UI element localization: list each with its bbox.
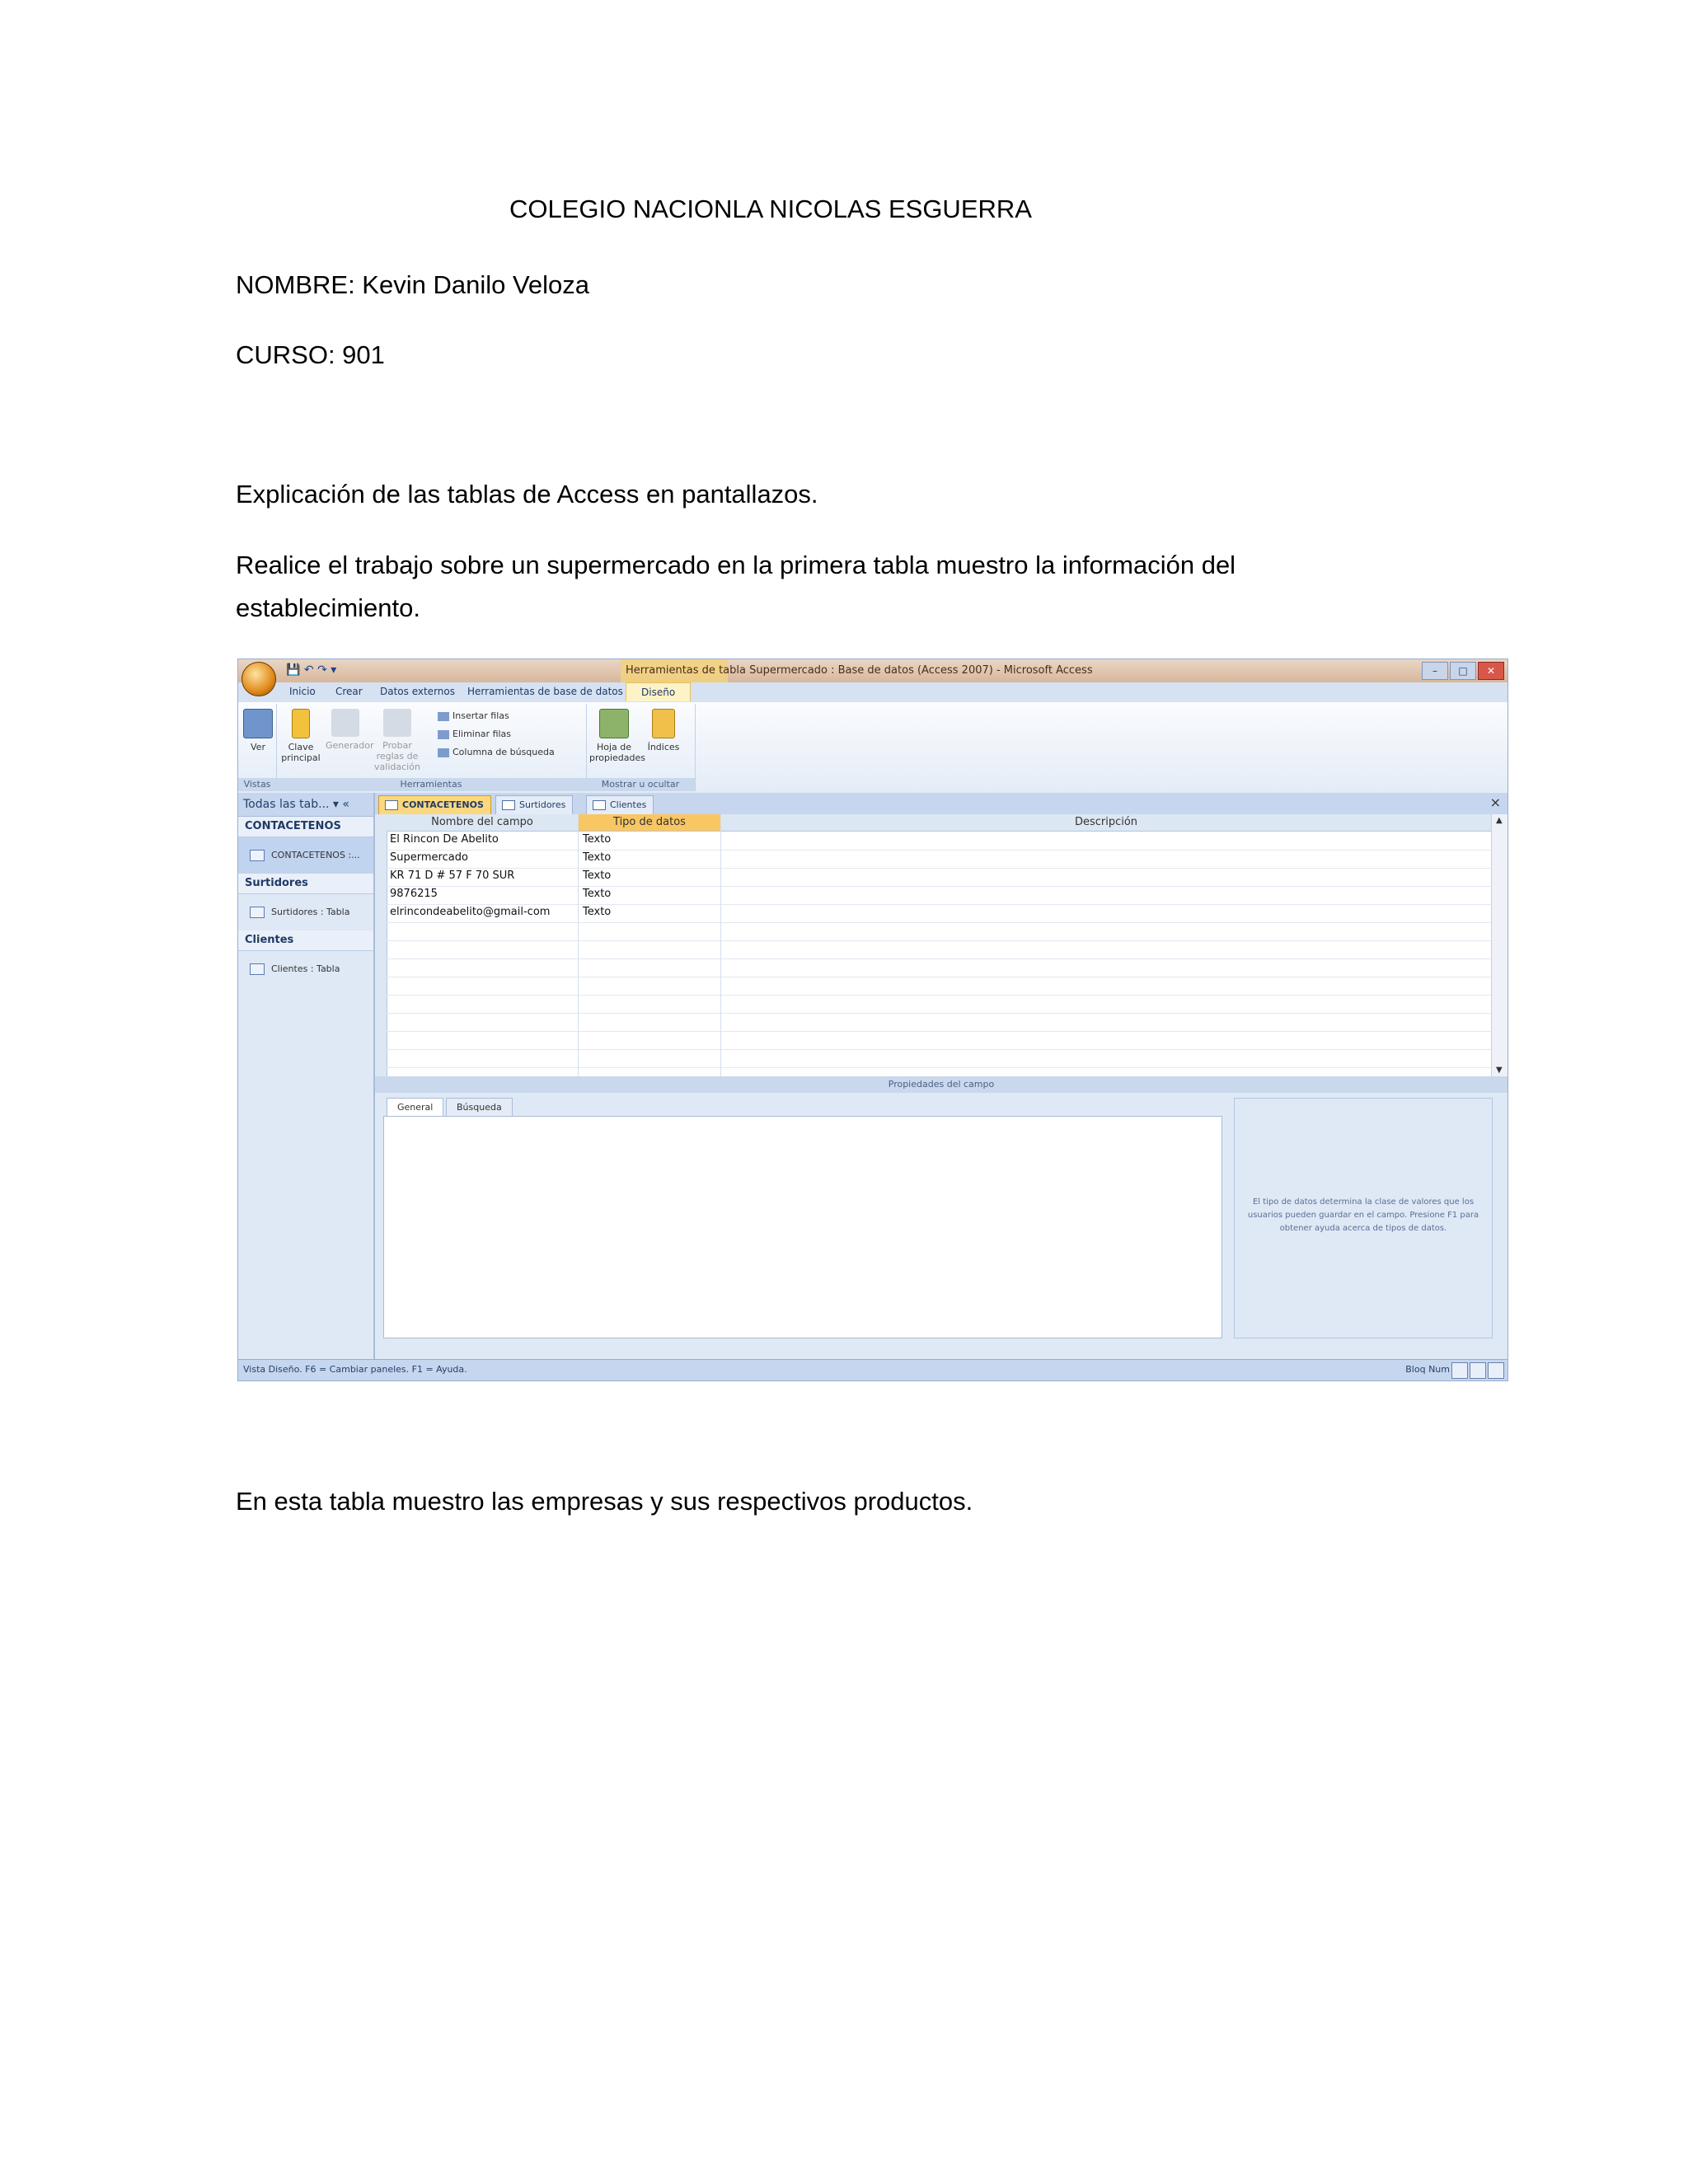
table-row[interactable]	[387, 868, 1491, 887]
column-divider	[578, 814, 579, 1076]
builder-icon	[331, 709, 359, 737]
status-numlock: Bloq Num	[1405, 1364, 1450, 1375]
columna-label: Columna de búsqueda	[452, 747, 555, 757]
eliminar-filas-button[interactable]	[438, 729, 511, 739]
nav-header-label: Todas las tab...	[243, 798, 330, 811]
tab-general[interactable]: General	[387, 1098, 443, 1118]
datasheet-view-icon[interactable]	[1451, 1362, 1468, 1379]
doc-tab-contacetenos[interactable]	[378, 795, 491, 814]
table-row[interactable]	[387, 832, 1491, 851]
hoja-label: Hoja de propiedades	[589, 742, 646, 763]
nav-group-contacetenos[interactable]: CONTACETENOS	[238, 817, 373, 837]
insert-rows-icon	[438, 712, 449, 721]
generador-button[interactable]	[326, 709, 374, 751]
data-type-cell[interactable]: Texto	[583, 833, 612, 846]
maximize-button[interactable]: □	[1450, 662, 1476, 680]
table-icon	[385, 800, 398, 810]
table-row[interactable]	[387, 958, 1491, 977]
group-vistas	[238, 704, 277, 791]
doc-tab-label: CONTACETENOS	[402, 799, 484, 810]
tab-herramientas-bd[interactable]: Herramientas de base de datos	[467, 686, 623, 697]
table-row[interactable]	[387, 1013, 1491, 1032]
course-line: CURSO: 901	[236, 340, 385, 369]
header-nombre-campo: Nombre del campo	[387, 814, 578, 832]
row-selector-column	[375, 814, 387, 1076]
ver-label: Ver	[251, 742, 265, 752]
tab-datos-externos[interactable]: Datos externos	[380, 686, 455, 697]
column-divider	[720, 814, 721, 1076]
hoja-propiedades-button[interactable]	[589, 709, 646, 763]
key-icon	[292, 709, 310, 738]
tab-inicio[interactable]: Inicio	[289, 686, 316, 697]
header-descripcion: Descripción	[721, 814, 1491, 832]
validate-icon	[383, 709, 411, 737]
help-text: El tipo de datos determina la clase de valores que los usuarios pueden guardar en el campo. Presione F1 para obtener ayuda acerca de tipos de datos.	[1247, 1197, 1479, 1233]
group-label-vistas: Vistas	[238, 778, 276, 791]
header-tipo-datos: Tipo de datos	[579, 814, 720, 832]
scroll-up-icon[interactable]: ▲	[1496, 816, 1503, 825]
nav-group-clientes[interactable]: Clientes	[238, 930, 373, 951]
window-title: Herramientas de tabla Supermercado : Base de datos (Access 2007) - Microsoft Access	[626, 664, 1093, 677]
table-row[interactable]	[387, 886, 1491, 905]
insertar-label: Insertar filas	[452, 710, 509, 721]
ver-button[interactable]	[238, 709, 278, 752]
data-type-cell[interactable]: Texto	[583, 851, 612, 864]
data-type-cell[interactable]: Texto	[583, 869, 612, 882]
nav-header[interactable]: Todas las tab... ▾ «	[238, 793, 373, 817]
doc-tab-label: Surtidores	[519, 799, 566, 810]
indices-button[interactable]	[644, 709, 683, 752]
view-icon	[243, 709, 273, 738]
tab-diseno[interactable]: Diseño	[626, 682, 691, 701]
group-label-mostrar: Mostrar u ocultar	[586, 778, 695, 791]
table-row[interactable]	[387, 904, 1491, 923]
design-grid	[375, 814, 1491, 1076]
field-name-cell[interactable]: elrincondeabelito@gmail-com	[390, 906, 551, 918]
access-screenshot	[237, 658, 1508, 1381]
group-herramientas	[276, 704, 587, 791]
office-button[interactable]	[241, 662, 276, 696]
probar-reglas-button[interactable]	[368, 709, 426, 772]
generador-label: Generador	[326, 740, 374, 751]
clave-principal-button[interactable]	[281, 709, 321, 763]
group-label-herramientas: Herramientas	[276, 778, 586, 791]
paragraph-3: En esta tabla muestro las empresas y sus respectivos productos.	[236, 1487, 973, 1516]
table-row[interactable]	[387, 1031, 1491, 1050]
table-row[interactable]	[387, 1049, 1491, 1068]
tab-crear[interactable]: Crear	[335, 686, 363, 697]
insertar-filas-button[interactable]	[438, 710, 509, 721]
name-line: NOMBRE: Kevin Danilo Veloza	[236, 270, 590, 299]
columna-busqueda-button[interactable]	[438, 747, 555, 757]
table-icon	[250, 907, 265, 918]
table-icon	[502, 800, 515, 810]
nav-item-clientes[interactable]	[238, 951, 373, 987]
doc-tab-clientes[interactable]	[586, 795, 654, 814]
paragraph-1: Explicación de las tablas de Access en pantallazos.	[236, 480, 818, 509]
group-mostrar	[586, 704, 696, 791]
status-bar	[238, 1359, 1507, 1381]
data-type-cell[interactable]: Texto	[583, 906, 612, 918]
nav-item-label: Surtidores : Tabla	[271, 907, 350, 917]
field-name-cell[interactable]: KR 71 D # 57 F 70 SUR	[390, 869, 515, 882]
paragraph-2-line-1: Realice el trabajo sobre un supermercado en la primera tabla muestro la información del	[236, 551, 1236, 579]
quick-access-toolbar[interactable]: 💾 ↶ ↷ ▾	[286, 663, 337, 677]
grid-scrollbar[interactable]	[1491, 814, 1508, 1076]
navigation-pane	[238, 793, 375, 1359]
field-name-cell[interactable]: 9876215	[390, 888, 438, 900]
field-properties-pane	[375, 1093, 1507, 1359]
minimize-button[interactable]: –	[1422, 662, 1448, 680]
doc-tab-label: Clientes	[610, 799, 647, 810]
nav-item-label: Clientes : Tabla	[271, 963, 340, 974]
scroll-down-icon[interactable]: ▼	[1496, 1066, 1503, 1075]
table-icon	[250, 963, 265, 975]
status-left: Vista Diseño. F6 = Cambiar paneles. F1 = Ayuda.	[243, 1364, 467, 1375]
document-tabs	[375, 793, 1507, 814]
doc-tab-surtidores[interactable]	[495, 795, 573, 814]
nav-item-contacetenos[interactable]	[238, 837, 373, 874]
window-titlebar	[238, 659, 1507, 682]
clave-label: Clave principal	[281, 742, 321, 763]
close-window-button[interactable]: ✕	[1478, 662, 1504, 680]
view-buttons	[1451, 1362, 1504, 1379]
table-row[interactable]	[387, 940, 1491, 959]
field-properties-bar: Propiedades del campo	[375, 1076, 1507, 1093]
indexes-icon	[652, 709, 675, 738]
nav-item-surtidores[interactable]	[238, 894, 373, 930]
close-document-icon[interactable]: ×	[1489, 794, 1501, 810]
indices-label: Índices	[647, 742, 680, 752]
table-row[interactable]	[387, 995, 1491, 1014]
pivot-view-icon[interactable]	[1470, 1362, 1486, 1379]
probar-label: Probar reglas de validación	[374, 740, 420, 772]
document-title: COLEGIO NACIONLA NICOLAS ESGUERRA	[509, 194, 1032, 223]
tab-busqueda[interactable]: Búsqueda	[446, 1098, 513, 1118]
paragraph-2-line-2: establecimiento.	[236, 593, 421, 622]
ribbon	[238, 702, 1507, 794]
table-row[interactable]	[387, 850, 1491, 869]
properties-panel	[383, 1116, 1222, 1338]
eliminar-label: Eliminar filas	[452, 729, 512, 739]
ribbon-tabs	[238, 682, 1507, 702]
table-row[interactable]	[387, 922, 1491, 941]
properties-help	[1234, 1098, 1493, 1338]
design-view-icon[interactable]	[1488, 1362, 1504, 1379]
table-icon	[250, 850, 265, 861]
data-type-cell[interactable]: Texto	[583, 888, 612, 900]
nav-item-label: CONTACETENOS :...	[271, 850, 360, 860]
field-name-cell[interactable]: El Rincon De Abelito	[390, 833, 499, 846]
window-controls	[1422, 662, 1504, 680]
delete-rows-icon	[438, 730, 449, 739]
nav-group-surtidores[interactable]: Surtidores	[238, 874, 373, 894]
table-row[interactable]	[387, 977, 1491, 996]
field-name-cell[interactable]: Supermercado	[390, 851, 468, 864]
property-sheet-icon	[599, 709, 629, 738]
lookup-column-icon	[438, 748, 449, 757]
table-icon	[593, 800, 606, 810]
